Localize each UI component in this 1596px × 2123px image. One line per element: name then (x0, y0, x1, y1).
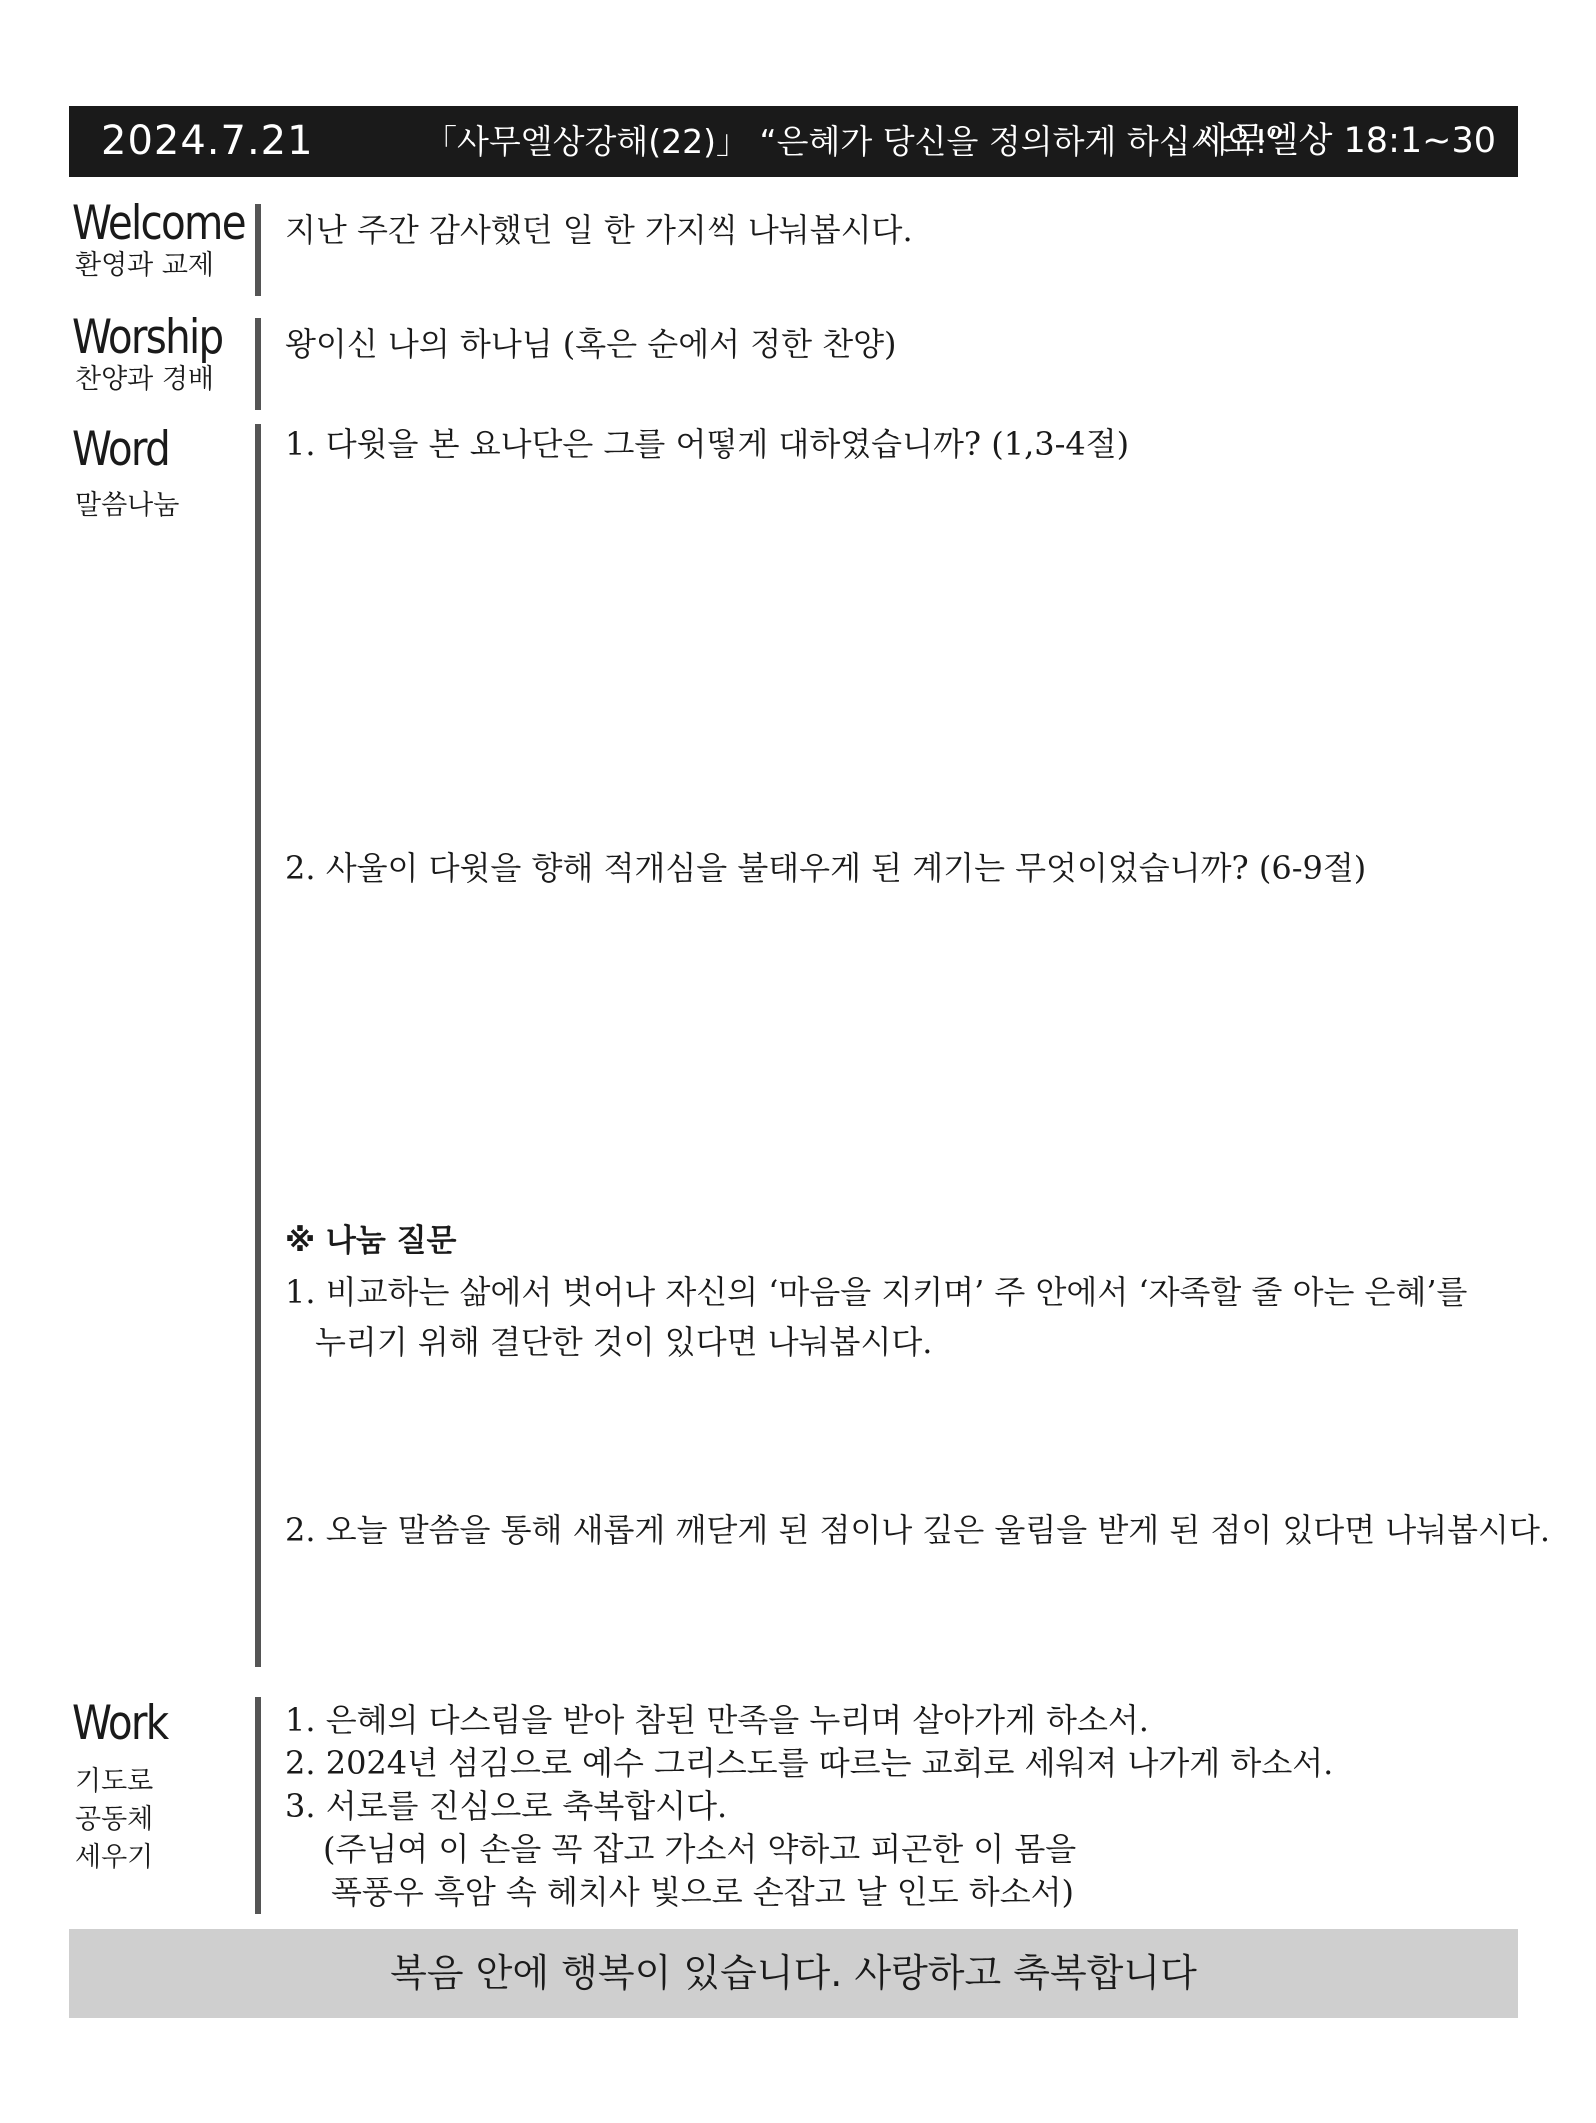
sharing-questions-title: ※ 나눔 질문 (285, 1223, 457, 1259)
prayer-2: 2. 2024년 섬김으로 예수 그리스도를 따르는 교회로 세워져 나가게 하소서. (285, 1744, 1334, 1782)
work-label-ko-3: 세우기 (75, 1841, 154, 1873)
prayer-1: 1. 은혜의 다스림을 받아 참된 만족을 누리며 살아가게 하소서. (285, 1701, 1149, 1739)
welcome-text: 지난 주간 감사했던 일 한 가지씩 나눠봅시다. (285, 211, 913, 249)
header-scripture-reference: 사무엘상 18:1~30 (1197, 121, 1496, 161)
prayer-3: 3. 서로를 진심으로 축복합시다. (285, 1787, 728, 1825)
worship-label-en: Worship (72, 310, 223, 365)
welcome-divider (255, 204, 261, 296)
header-bar (69, 106, 1518, 177)
sharing-question-2: 2. 오늘 말씀을 통해 새롭게 깨닫게 된 점이나 깊은 울림을 받게 된 점이 있다면 나눠봅시다. (285, 1511, 1551, 1549)
work-label (72, 1696, 183, 1876)
work-divider (255, 1697, 261, 1914)
worship-divider (255, 318, 261, 410)
worship-label (72, 310, 247, 399)
sharing-question-1-line-2: 누리기 위해 결단한 것이 있다면 나눠봅시다. (315, 1323, 933, 1361)
worship-text: 왕이신 나의 하나님 (혹은 순에서 정한 찬양) (285, 325, 897, 363)
work-label-en: Work (72, 1696, 168, 1751)
prayer-3-hymn-line-1: (주님여 이 손을 꼭 잡고 가소서 약하고 피곤한 이 몸을 (323, 1830, 1077, 1868)
word-label-en: Word (72, 422, 170, 477)
word-label-ko: 말씀나눔 (75, 490, 180, 521)
header-date: 2024.7.21 (101, 118, 314, 164)
footer-banner: 복음 안에 행복이 있습니다. 사랑하고 축복합니다 (69, 1929, 1518, 2018)
word-question-2: 2. 사울이 다윗을 향해 적개심을 불태우게 된 계기는 무엇이었습니까? (6-9절) (285, 849, 1367, 887)
prayer-3-hymn-line-2: 폭풍우 흑암 속 헤치사 빛으로 손잡고 날 인도 하소서) (331, 1873, 1075, 1911)
welcome-label-en: Welcome (72, 196, 245, 251)
welcome-label-ko: 환영과 교제 (75, 250, 214, 281)
work-label-ko-2: 공동체 (75, 1803, 154, 1835)
worship-label-ko: 찬양과 경배 (75, 364, 214, 395)
header-sermon-title: 「사무엘상강해(22)」 “은혜가 당신을 정의하게 하십시오!” (424, 122, 1285, 161)
word-label (72, 422, 185, 525)
word-divider (255, 424, 261, 1667)
work-label-ko-1: 기도로 (75, 1766, 154, 1797)
word-question-1: 1. 다윗을 본 요나단은 그를 어떻게 대하였습니까? (1,3-4절) (285, 425, 1130, 463)
welcome-label (72, 196, 273, 285)
sharing-question-1-line-1: 1. 비교하는 삶에서 벗어나 자신의 ‘마음을 지키며’ 주 안에서 ‘자족할 줄 아는 은혜’를 (285, 1273, 1468, 1311)
